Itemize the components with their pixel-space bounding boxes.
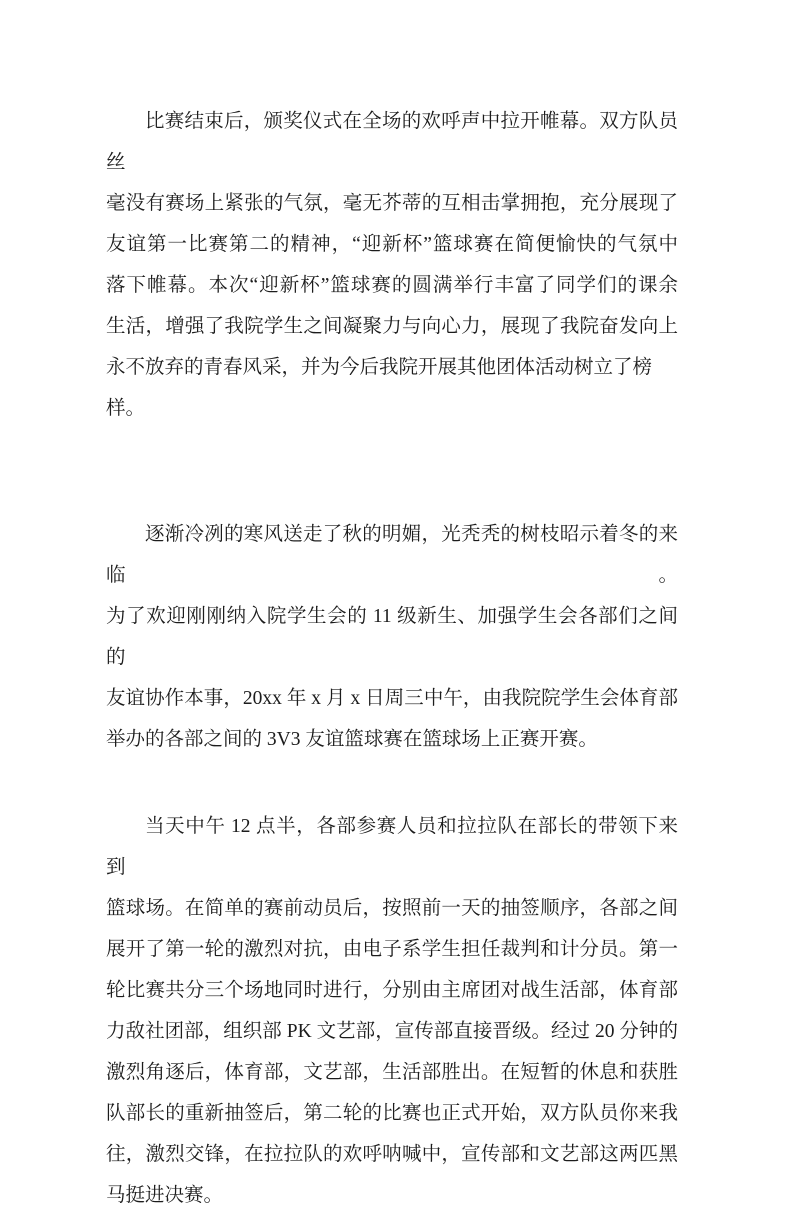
text-line: 力敌社团部，组织部 PK 文艺部，宣传部直接晋级。经过 20 分钟的 [106, 1021, 678, 1042]
text-line: 当天中午 12 点半，各部参赛人员和拉拉队在部长的带领下来到 [106, 816, 678, 878]
text-line: 轮比赛共分三个场地同时进行，分别由主席团对战生活部，体育部 [106, 980, 678, 1001]
paragraph [106, 514, 678, 760]
text-line: 逐渐冷冽的寒风送走了秋的明媚，光秃秃的树枝昭示着冬的来临。 [106, 524, 678, 586]
text-line: 队部长的重新抽签后，第二轮的比赛也正式开始，双方队员你来我 [106, 1103, 678, 1124]
text-line: 马挺进决赛。 [106, 1185, 224, 1206]
text-line: 比赛结束后，颁奖仪式在全场的欢呼声中拉开帷幕。双方队员丝 [106, 111, 678, 173]
paragraph [106, 806, 678, 1216]
text-line: 往，激烈交锋，在拉拉队的欢呼呐喊中，宣传部和文艺部这两匹黑 [106, 1144, 678, 1165]
text-line: 展开了第一轮的激烈对抗，由电子系学生担任裁判和计分员。第一 [106, 939, 678, 960]
text-line: 篮球场。在简单的赛前动员后，按照前一天的抽签顺序，各部之间 [106, 898, 678, 919]
text-line: 友谊协作本事，20xx 年 x 月 x 日周三中午，由我院院学生会体育部 [106, 688, 678, 709]
text-line: 毫没有赛场上紧张的气氛，毫无芥蒂的互相击掌拥抱，充分展现了 [106, 193, 678, 214]
paragraph [106, 101, 678, 429]
text-line: 生活，增强了我院学生之间凝聚力与向心力，展现了我院奋发向上 [106, 316, 678, 337]
text-line: 举办的各部之间的 3V3 友谊篮球赛在篮球场上正赛开赛。 [106, 729, 598, 750]
text-line: 为了欢迎刚刚纳入院学生会的 11 级新生、加强学生会各部们之间的 [106, 606, 678, 668]
text-line: 永不放弃的青春风采，并为今后我院开展其他团体活动树立了榜样。 [106, 357, 653, 419]
text-line: 激烈角逐后，体育部，文艺部，生活部胜出。在短暂的休息和获胜 [106, 1062, 678, 1083]
text-line: 友谊第一比赛第二的精神，“迎新杯”篮球赛在简便愉快的气氛中 [106, 234, 678, 255]
text-line: 落下帷幕。本次“迎新杯”篮球赛的圆满举行丰富了同学们的课余 [106, 275, 678, 296]
document-body [106, 101, 678, 1216]
